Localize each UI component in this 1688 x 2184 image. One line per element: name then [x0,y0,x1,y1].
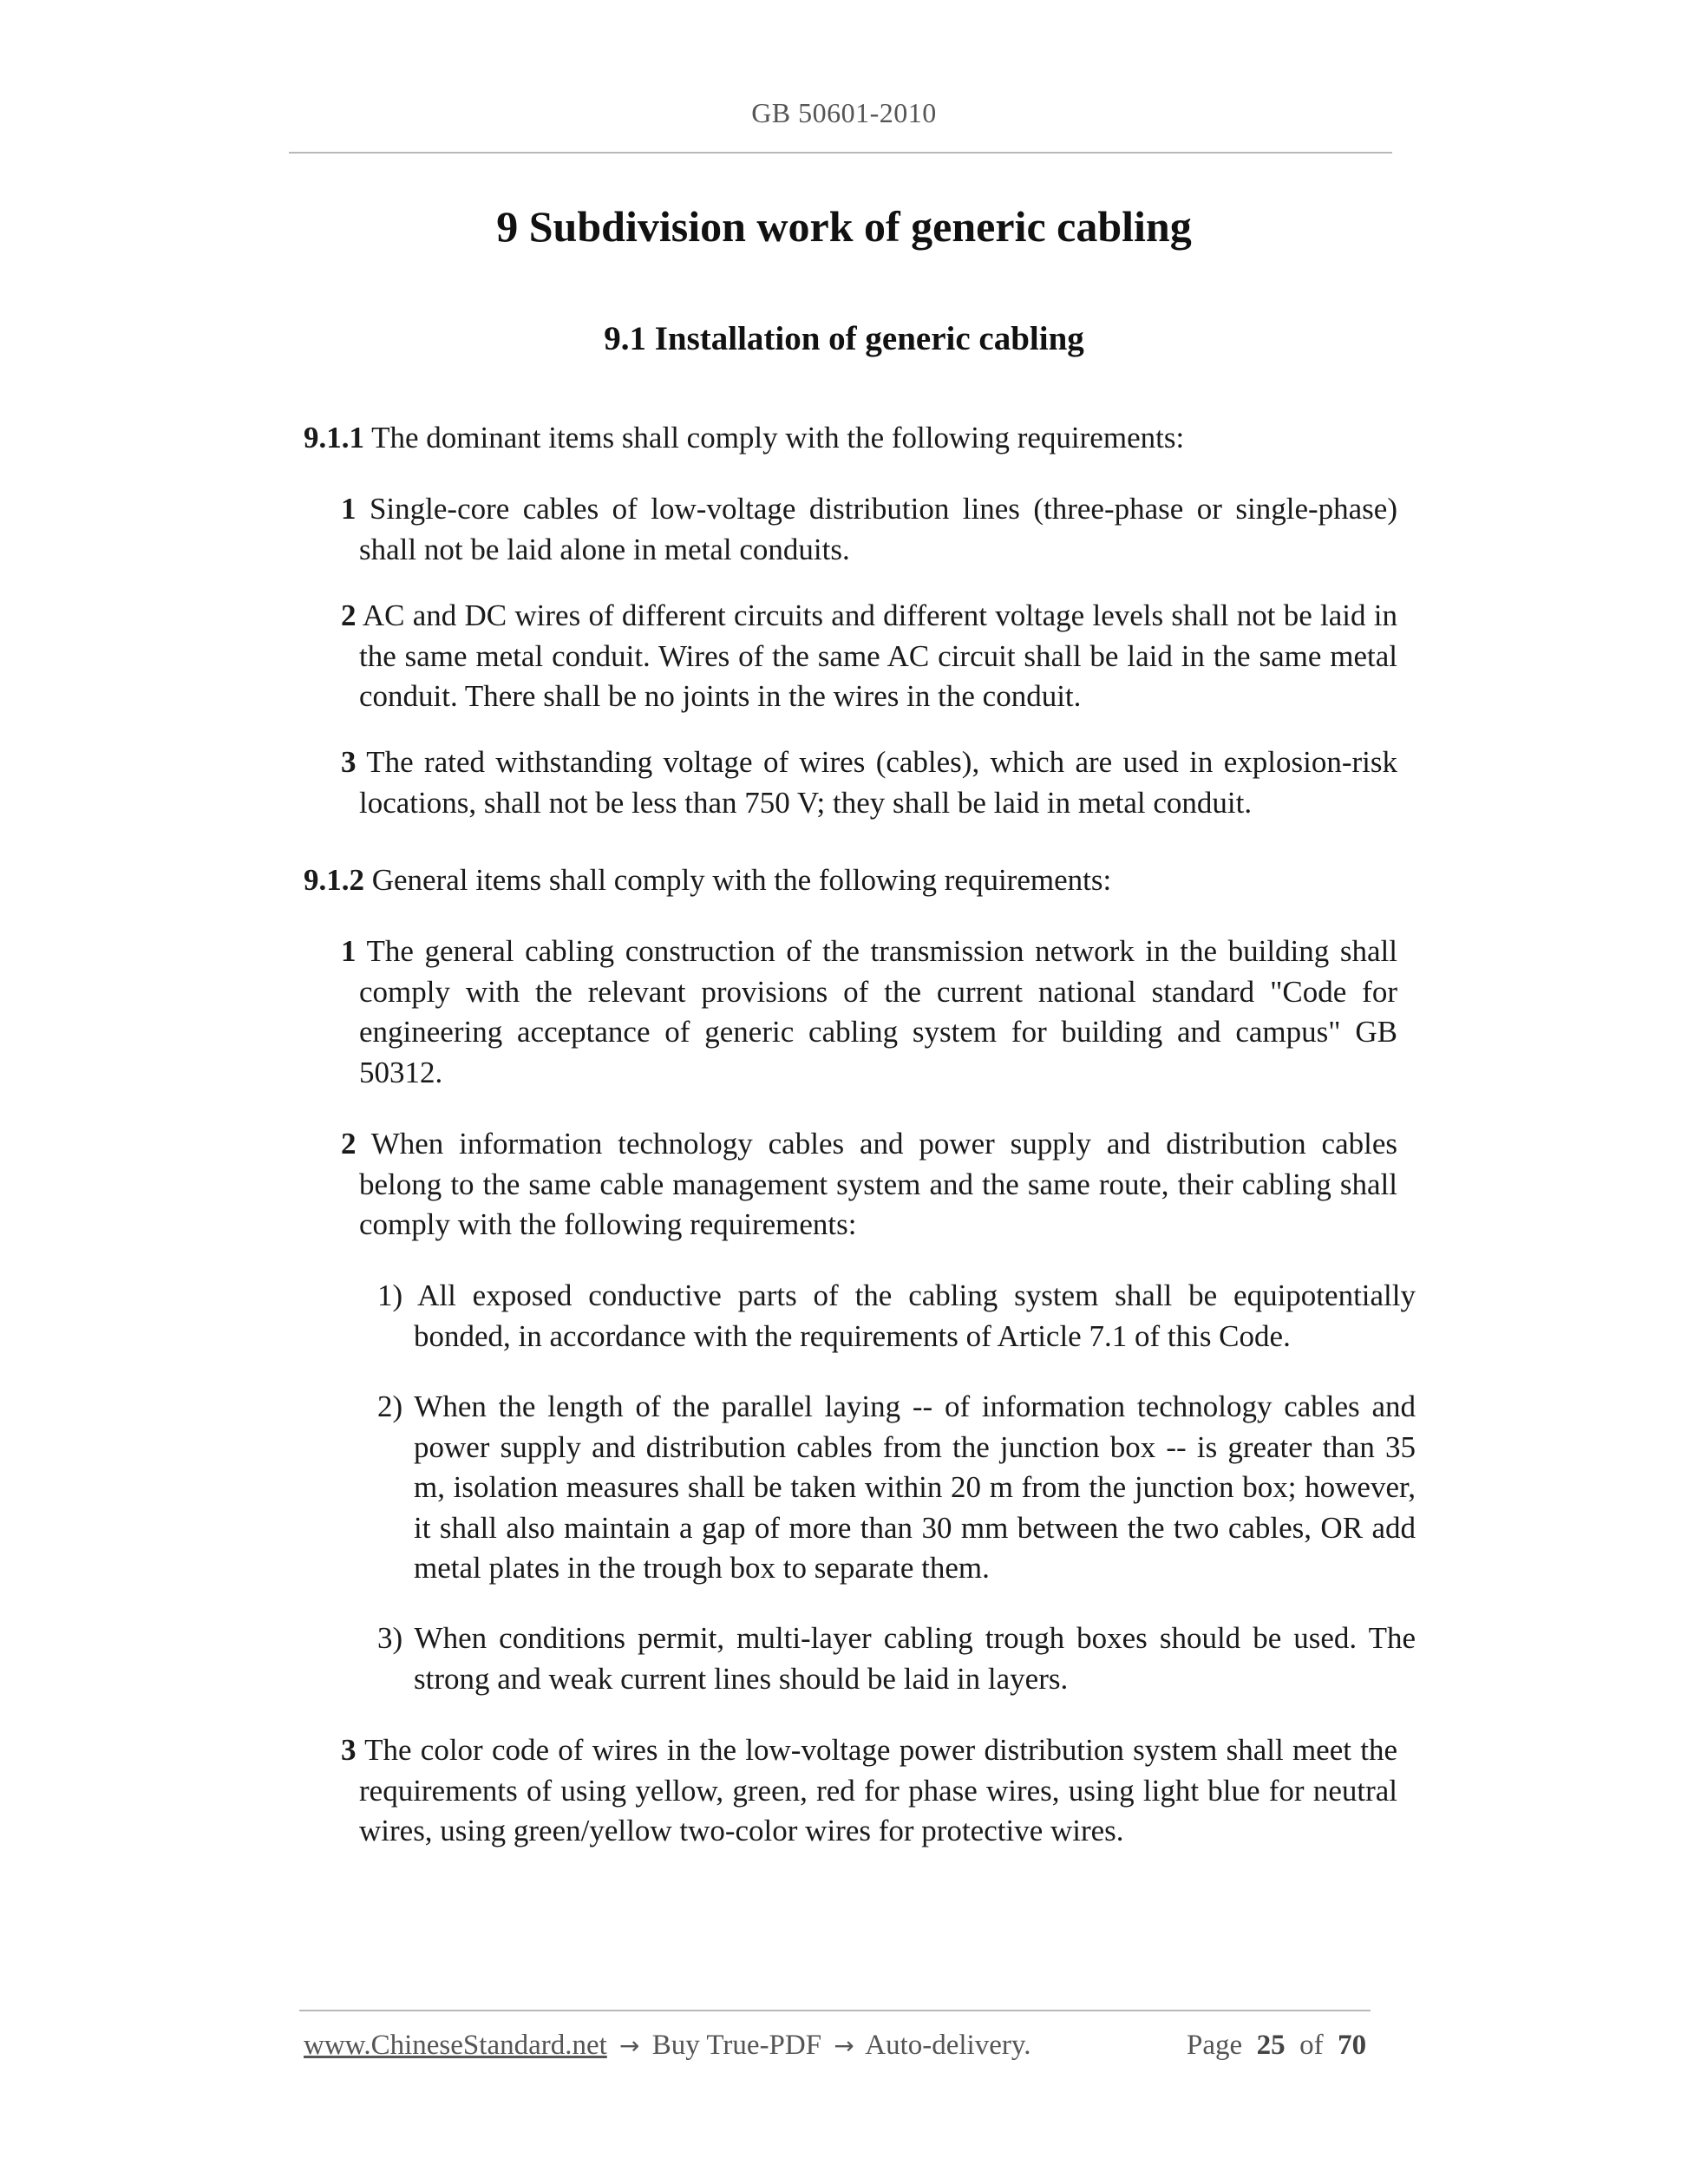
item-number: 2 [341,598,357,632]
clause-text: General items shall comply with the following requirements: [364,863,1112,897]
item-text: The general cabling construction of the transmission network in the building shall comply with the relevant provisions of the current national standard "Code for engineering acceptance of generic cabling system for building and campus" GB 50312. [356,934,1397,1089]
item-number: 1 [341,934,357,968]
header-divider [289,152,1392,154]
item-text: The color code of wires in the low-voltage power distribution system shall meet the requirements of using yellow, green, red for phase wires, using light blue for neutral wires, using green/yellow two-color wires for protective wires. [356,1733,1397,1847]
item-number: 3 [341,745,357,779]
delivery-text: Auto-delivery. [865,2030,1031,2061]
page-indicator [1187,2030,1366,2062]
site-link[interactable]: www.ChineseStandard.net [304,2030,607,2061]
chapter-title: 9 Subdivision work of generic cabling [496,202,1192,251]
clause-text: The dominant items shall comply with the following requirements: [364,421,1185,454]
item-text: The rated withstanding voltage of wires (cables), which are used in explosion-risk locations, shall not be less than 750 V; they shall be laid in metal conduit. [356,745,1397,820]
clause-9-1-1 [304,418,1388,459]
page-number: 25 [1256,2030,1286,2061]
buy-text: Buy True-PDF [651,2030,822,2061]
list-item [341,1124,1397,1246]
section-title: 9.1 Installation of generic cabling [604,320,1084,357]
total-pages: 70 [1338,2030,1367,2061]
sub-item: 3) When conditions permit, multi-layer cabling trough boxes should be used. The strong and weak current lines should be laid in layers. [377,1621,1416,1696]
item-number: 2 [341,1127,357,1161]
footer-divider [299,2010,1371,2011]
arrow-right-icon: → [619,2031,640,2060]
clause-number: 9.1.1 [304,421,364,454]
item-number: 3 [341,1733,357,1767]
sub-item: 2) When the length of the parallel laying -- of information technology cables and power supply and distribution cables from the junction box -- is greater than 35 m, isolation measures shall be taken within 20 m from the junction box; however, it shall also maintain a gap of more than 30 mm between the two cables, OR add metal plates in the trough box to separate them. [377,1390,1416,1585]
clause-9-1-2 [304,860,1388,901]
list-item [341,596,1397,717]
list-item [341,1730,1397,1852]
arrow-right-icon: → [834,2031,854,2060]
item-text: AC and DC wires of different circuits and different voltage levels shall not be laid in the same metal conduit. Wires of the same AC circuit shall be laid in the same metal conduit. There shall be no joints in the wires in the conduit. [356,598,1397,713]
item-number: 1 [341,492,357,526]
sub-item: 1) All exposed conductive parts of the cabling system shall be equipotentially bonded, in accordance with the requirements of Article 7.1 of this Code. [377,1278,1416,1353]
clause-number: 9.1.2 [304,863,364,897]
page-label: Page [1187,2030,1243,2061]
list-item [341,742,1397,823]
footer-promo [304,2030,1030,2062]
of-label: of [1299,2030,1324,2061]
list-item [341,932,1397,1093]
item-text: When information technology cables and power supply and distribution cables belong to the same cable management system and the same route, their cabling shall comply with the following requirements: [356,1127,1397,1241]
running-header: GB 50601-2010 [751,97,937,128]
item-text: Single-core cables of low-voltage distribution lines (three-phase or single-phase) shall not be laid alone in metal conduits. [356,492,1397,566]
list-item [341,489,1397,570]
